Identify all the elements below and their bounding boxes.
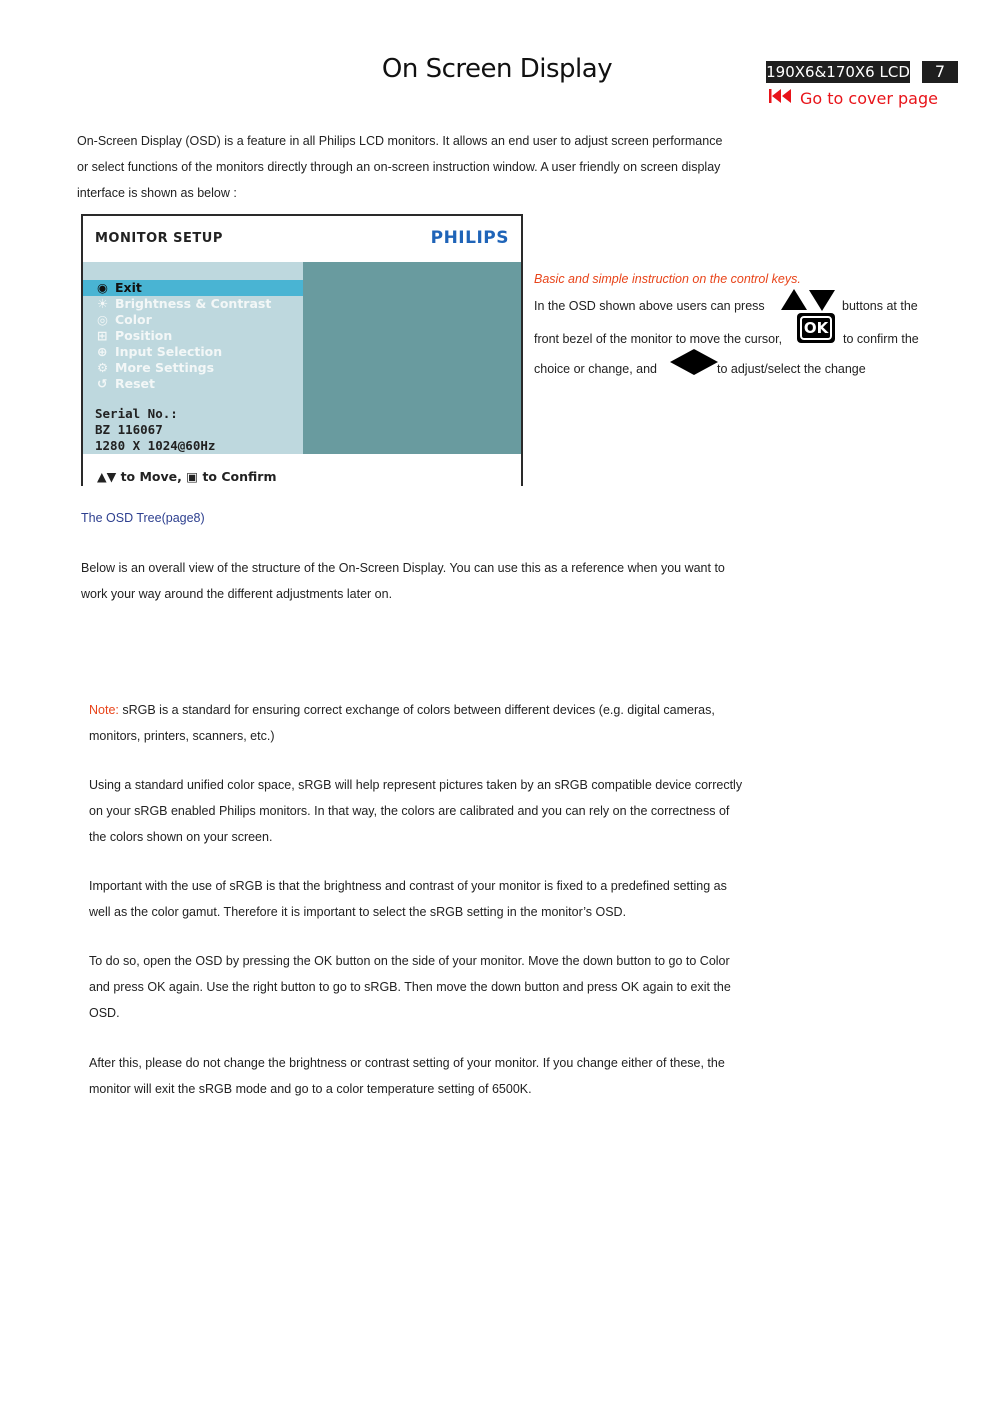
- note-line: on your sRGB enabled Philips monitors. In that way, the colors are calibrated and you can rely on the correctness of: [89, 804, 730, 818]
- ok-button-icon: ▣: [186, 469, 203, 484]
- note-line: To do so, open the OSD by pressing the OK button on the side of your monitor. Move the down button to go to Color: [89, 954, 730, 968]
- note-line: Note: sRGB is a standard for ensuring correct exchange of colors between different devices (e.g. digital cameras,: [89, 703, 715, 717]
- srgb-paragraph-2: [89, 772, 789, 850]
- note-line: the colors shown on your screen.: [89, 830, 273, 844]
- osd-title: MONITOR SETUP: [95, 231, 223, 246]
- settings-icon: ⚙: [97, 360, 109, 375]
- note-line: After this, please do not change the brightness or contrast setting of your monitor. If you change either of these, the: [89, 1056, 725, 1070]
- controls-line-2: front bezel of the monitor to move the cursor,: [534, 332, 783, 346]
- exit-icon: ◉: [97, 280, 108, 295]
- srgb-paragraph-3: [89, 873, 789, 925]
- osd-menu-item-input: ⊕ Input Selection: [97, 344, 223, 359]
- intro-paragraph: [77, 128, 777, 206]
- brightness-icon: ☀: [97, 296, 109, 311]
- overview-line: work your way around the different adjustments later on.: [81, 587, 393, 601]
- intro-line: On-Screen Display (OSD) is a feature in all Philips LCD monitors. It allows an end user to adjust screen performance: [77, 134, 723, 148]
- up-down-arrows-icon: ▲▼: [97, 469, 121, 484]
- osd-menu-item-brightness: ☀ Brightness & Contrast: [97, 296, 272, 311]
- input-icon: ⊕: [97, 344, 108, 359]
- controls-line-3-end: to adjust/select the change: [717, 362, 866, 376]
- osd-serial-label: Serial No.:: [95, 406, 178, 421]
- note-line: Important with the use of sRGB is that the brightness and contrast of your monitor is fixed to a predefined setting as: [89, 879, 727, 893]
- note-label: Note:: [89, 703, 119, 717]
- osd-menu-item-position: ⊞ Position: [97, 328, 173, 343]
- controls-line-3: choice or change, and: [534, 362, 658, 376]
- note-line: Using a standard unified color space, sRGB will help represent pictures taken by an sRGB compatible device correctly: [89, 778, 743, 792]
- osd-screenshot: [81, 214, 523, 486]
- page-title: On Screen Display: [381, 54, 613, 84]
- osd-resolution: 1280 X 1024@60Hz: [95, 438, 216, 453]
- note-line: monitors, printers, scanners, etc.): [89, 729, 275, 743]
- osd-menu-item-settings: ⚙ More Settings: [97, 360, 215, 375]
- control-keys-heading: Basic and simple instruction on the control keys.: [534, 272, 801, 286]
- left-right-buttons-icon: [670, 348, 718, 381]
- osd-menu-panel: [83, 262, 303, 454]
- srgb-note-paragraph: [89, 697, 789, 749]
- color-icon: ◎: [97, 312, 108, 327]
- note-line: well as the color gamut. Therefore it is important to select the sRGB setting in the monitor’s OSD.: [89, 905, 627, 919]
- note-line: and press OK again. Use the right button to go to sRGB. Then move the down button and press OK again to exit the: [89, 980, 731, 994]
- srgb-paragraph-5: [89, 1050, 789, 1102]
- srgb-paragraph-4: [89, 948, 789, 1026]
- cover-page-link[interactable]: [768, 87, 938, 111]
- page-number: 7: [922, 61, 958, 83]
- osd-menu-item-color: ◎ Color: [97, 312, 152, 327]
- position-icon: ⊞: [97, 328, 108, 343]
- model-badge: 190X6&170X6 LCD: [766, 63, 910, 81]
- skip-to-start-icon: [768, 87, 792, 111]
- osd-serial-value: BZ 116067: [95, 422, 163, 437]
- cover-link-label: Go to cover page: [800, 89, 938, 108]
- osd-menu-item-reset: ↺ Reset: [97, 376, 155, 391]
- note-line: monitor will exit the sRGB mode and go to a color temperature setting of 6500K.: [89, 1082, 532, 1096]
- philips-logo: PHILIPS: [430, 228, 509, 248]
- intro-line: interface is shown as below :: [77, 186, 237, 200]
- osd-menu-item-exit: ◉ Exit: [97, 280, 142, 295]
- controls-line-1-end: buttons at the: [842, 299, 918, 313]
- osd-tree-link[interactable]: The OSD Tree(page8): [81, 511, 205, 525]
- ok-key-icon: OK: [797, 313, 835, 343]
- note-line: OSD.: [89, 1006, 120, 1020]
- intro-line: or select functions of the monitors directly through an on-screen instruction window. A user friendly on screen display: [77, 160, 721, 174]
- osd-header: [83, 216, 521, 262]
- osd-submenu-panel: [303, 262, 521, 454]
- controls-line-2-end: to confirm the: [843, 332, 919, 346]
- overview-paragraph: [81, 555, 781, 607]
- osd-footer: [83, 454, 521, 486]
- reset-icon: ↺: [97, 376, 108, 391]
- controls-line-1: In the OSD shown above users can press: [534, 299, 765, 313]
- overview-line: Below is an overall view of the structure of the On-Screen Display. You can use this as a reference when you want to: [81, 561, 725, 575]
- osd-footer-text: ▲▼ to Move, ▣ to Confirm: [97, 469, 277, 484]
